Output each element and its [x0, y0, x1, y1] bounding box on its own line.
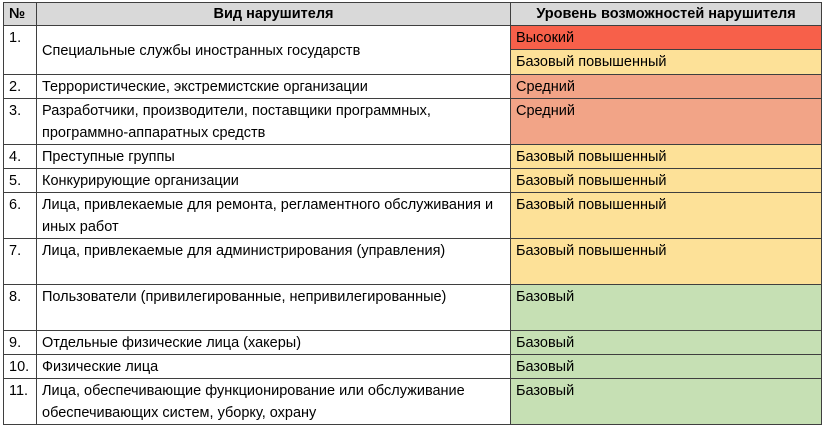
header-actor-type: Вид нарушителя: [37, 3, 511, 26]
table-row: [4, 285, 822, 331]
capability-level: Базовый повышенный: [511, 193, 822, 239]
capability-level: Базовый: [511, 379, 822, 425]
row-number: 6.: [4, 193, 37, 239]
row-number: 4.: [4, 145, 37, 169]
header-number: №: [4, 3, 37, 26]
threat-actors-table-wrapper: [3, 2, 822, 425]
actor-type: Лица, привлекаемые для ремонта, регламентного обслуживания и иных работ: [37, 193, 511, 239]
capability-level-cell: [511, 26, 822, 75]
capability-level: Средний: [511, 75, 822, 99]
row-number: 2.: [4, 75, 37, 99]
capability-level: Базовый: [511, 355, 822, 379]
actor-type: Физические лица: [37, 355, 511, 379]
row-number: 5.: [4, 169, 37, 193]
table-row: [4, 99, 822, 145]
row-number: 3.: [4, 99, 37, 145]
table-row: [4, 379, 822, 425]
table-row: [4, 145, 822, 169]
actor-type: Разработчики, производители, поставщики программных, программно-аппаратных средств: [37, 99, 511, 145]
table-row: [4, 26, 822, 75]
capability-level: Средний: [511, 99, 822, 145]
capability-level: Базовый повышенный: [511, 169, 822, 193]
table-row: [4, 169, 822, 193]
table-row: [4, 355, 822, 379]
table-row: [4, 331, 822, 355]
actor-type: Лица, обеспечивающие функционирование или обслуживание обеспечивающих систем, уборку, охрану: [37, 379, 511, 425]
capability-level: Базовый: [511, 331, 822, 355]
capability-level-high: Высокий: [511, 26, 821, 49]
table-row: [4, 75, 822, 99]
actor-type: Отдельные физические лица (хакеры): [37, 331, 511, 355]
row-number: 10.: [4, 355, 37, 379]
actor-type: Конкурирующие организации: [37, 169, 511, 193]
table-row: [4, 193, 822, 239]
capability-level: Базовый: [511, 285, 822, 331]
capability-level-base-plus: Базовый повышенный: [511, 49, 821, 74]
capability-level: Базовый повышенный: [511, 239, 822, 285]
actor-type: Преступные группы: [37, 145, 511, 169]
table-header-row: [4, 3, 822, 26]
table-row: [4, 239, 822, 285]
capability-level: Базовый повышенный: [511, 145, 822, 169]
threat-actors-table: [3, 2, 822, 425]
actor-type: Пользователи (привилегированные, непривилегированные): [37, 285, 511, 331]
actor-type: Террористические, экстремистские организации: [37, 75, 511, 99]
row-number: 7.: [4, 239, 37, 285]
row-number: 11.: [4, 379, 37, 425]
row-number: 1.: [4, 26, 37, 75]
actor-type: Специальные службы иностранных государств: [37, 26, 511, 75]
row-number: 8.: [4, 285, 37, 331]
row-number: 9.: [4, 331, 37, 355]
header-capability-level: Уровень возможностей нарушителя: [511, 3, 822, 26]
actor-type: Лица, привлекаемые для администрирования (управления): [37, 239, 511, 285]
